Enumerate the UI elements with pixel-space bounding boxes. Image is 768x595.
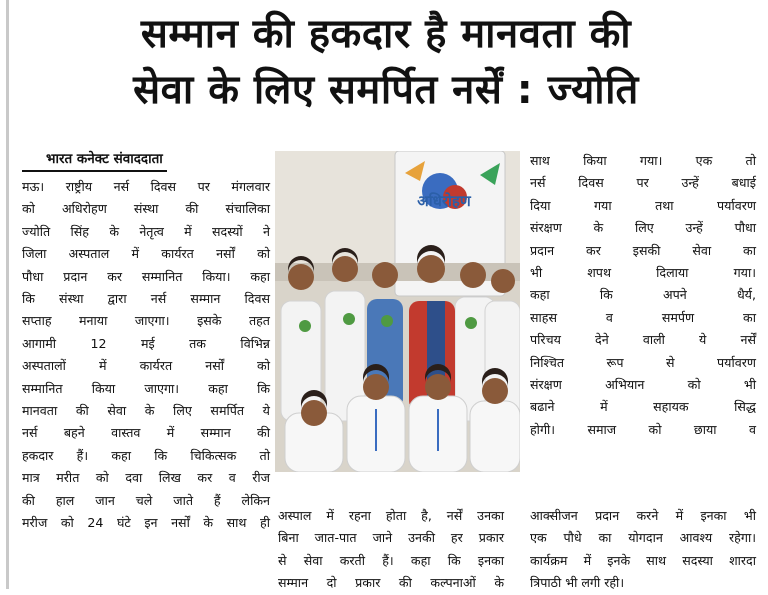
text-line: संरक्षण अभियान को भी	[530, 377, 756, 393]
text-line: त्रिपाठी भी लगी रही।	[530, 575, 625, 591]
text-line: साथ किया गया। एक तो	[530, 153, 756, 168]
text-line: साहस व समर्पण का	[530, 309, 756, 325]
text-line: एक पौधे का योगदान आवश्य रहेगा।	[530, 530, 756, 546]
text-line: कहा कि अपने धैर्य,	[530, 287, 756, 303]
text-line: होगी। समाज को छाया व	[530, 421, 756, 437]
text-line: जिला अस्पताल में कार्यरत नर्सों को	[22, 246, 270, 262]
article-column-3	[530, 150, 756, 441]
text-line: कार्यक्रम में इनके साथ सदस्या शारदा	[530, 552, 756, 568]
article-column-3-continued	[530, 505, 756, 595]
text-line: सम्मानित किया जाएगा। कहा कि	[22, 380, 270, 396]
text-line: ज्योति सिंह के नेतृत्व में सदस्यों ने	[22, 223, 270, 239]
text-line: कि संस्था द्वारा नर्स सम्मान दिवस	[22, 291, 270, 307]
news-photo	[275, 151, 520, 472]
headline-line-1: सम्मान की हकदार है मानवता की	[140, 11, 632, 57]
byline: भारत कनेक्ट संवाददाता	[22, 148, 167, 172]
text-line: दिया गया तथा पर्यावरण	[530, 197, 756, 213]
banner-label: अधिरोहण	[417, 192, 471, 210]
text-line: मरीज को 24 घंटे इन नर्सों के साथ ही	[22, 515, 270, 531]
text-line: से सेवा करती हैं। कहा कि इनका	[278, 552, 504, 568]
text-line: निश्चित रूप से पर्यावरण	[530, 354, 756, 370]
column-rule	[6, 0, 9, 589]
text-line: परिचय देने वाली ये नर्सें	[530, 332, 756, 348]
text-line: नर्स दिवस पर उन्हें बधाई	[530, 175, 756, 191]
text-line: को अधिरोहण संस्था की संचालिका	[22, 201, 270, 217]
text-line: अस्पतालों में कार्यरत नर्सों को	[22, 358, 270, 374]
text-line: संरक्षण के लिए उन्हें पौधा	[530, 220, 756, 236]
text-line: पौधा प्रदान कर सम्मानित किया। कहा	[22, 268, 270, 284]
text-line: नर्स बहने वास्तव में सम्मान की	[22, 425, 270, 441]
text-line: की हाल जान चले जाते हैं लेकिन	[22, 492, 270, 508]
text-line: मात्र मरीत को दवा लिख कर व रीज	[22, 470, 270, 486]
text-line: आक्सीजन प्रदान करने में इनका भी	[530, 508, 756, 523]
text-line: अस्पाल में रहना होता है, नर्सें उनका	[278, 508, 504, 523]
headline-line-2: सेवा के लिए समर्पित नर्सें : ज्योति	[133, 67, 639, 113]
text-line: बढाने में सहायक सिद्ध	[530, 399, 756, 415]
byline-block	[22, 148, 270, 176]
text-line: बिना जात-पात जाने उनकी हर प्रकार	[278, 530, 504, 546]
headline	[16, 6, 756, 118]
text-line: प्रदान कर इसकी सेवा का	[530, 242, 756, 258]
text-line: हकदार हैं। कहा कि चिकित्सक तो	[22, 447, 270, 463]
text-line: मानवता की सेवा के लिए समर्पित ये	[22, 403, 270, 419]
text-line: मऊ। राष्ट्रीय नर्स दिवस पर मंगलवार	[22, 179, 270, 194]
text-line: भी शपथ दिलाया गया।	[530, 265, 756, 281]
text-line: आगामी 12 मई तक विभिन्न	[22, 335, 270, 351]
article-column-2	[278, 505, 504, 595]
article-column-1	[22, 176, 270, 535]
text-line: सम्मान दो प्रकार की कल्पनाओं के	[278, 575, 504, 591]
text-line: सप्ताह मनाया जाएगा। इसके तहत	[22, 313, 270, 329]
